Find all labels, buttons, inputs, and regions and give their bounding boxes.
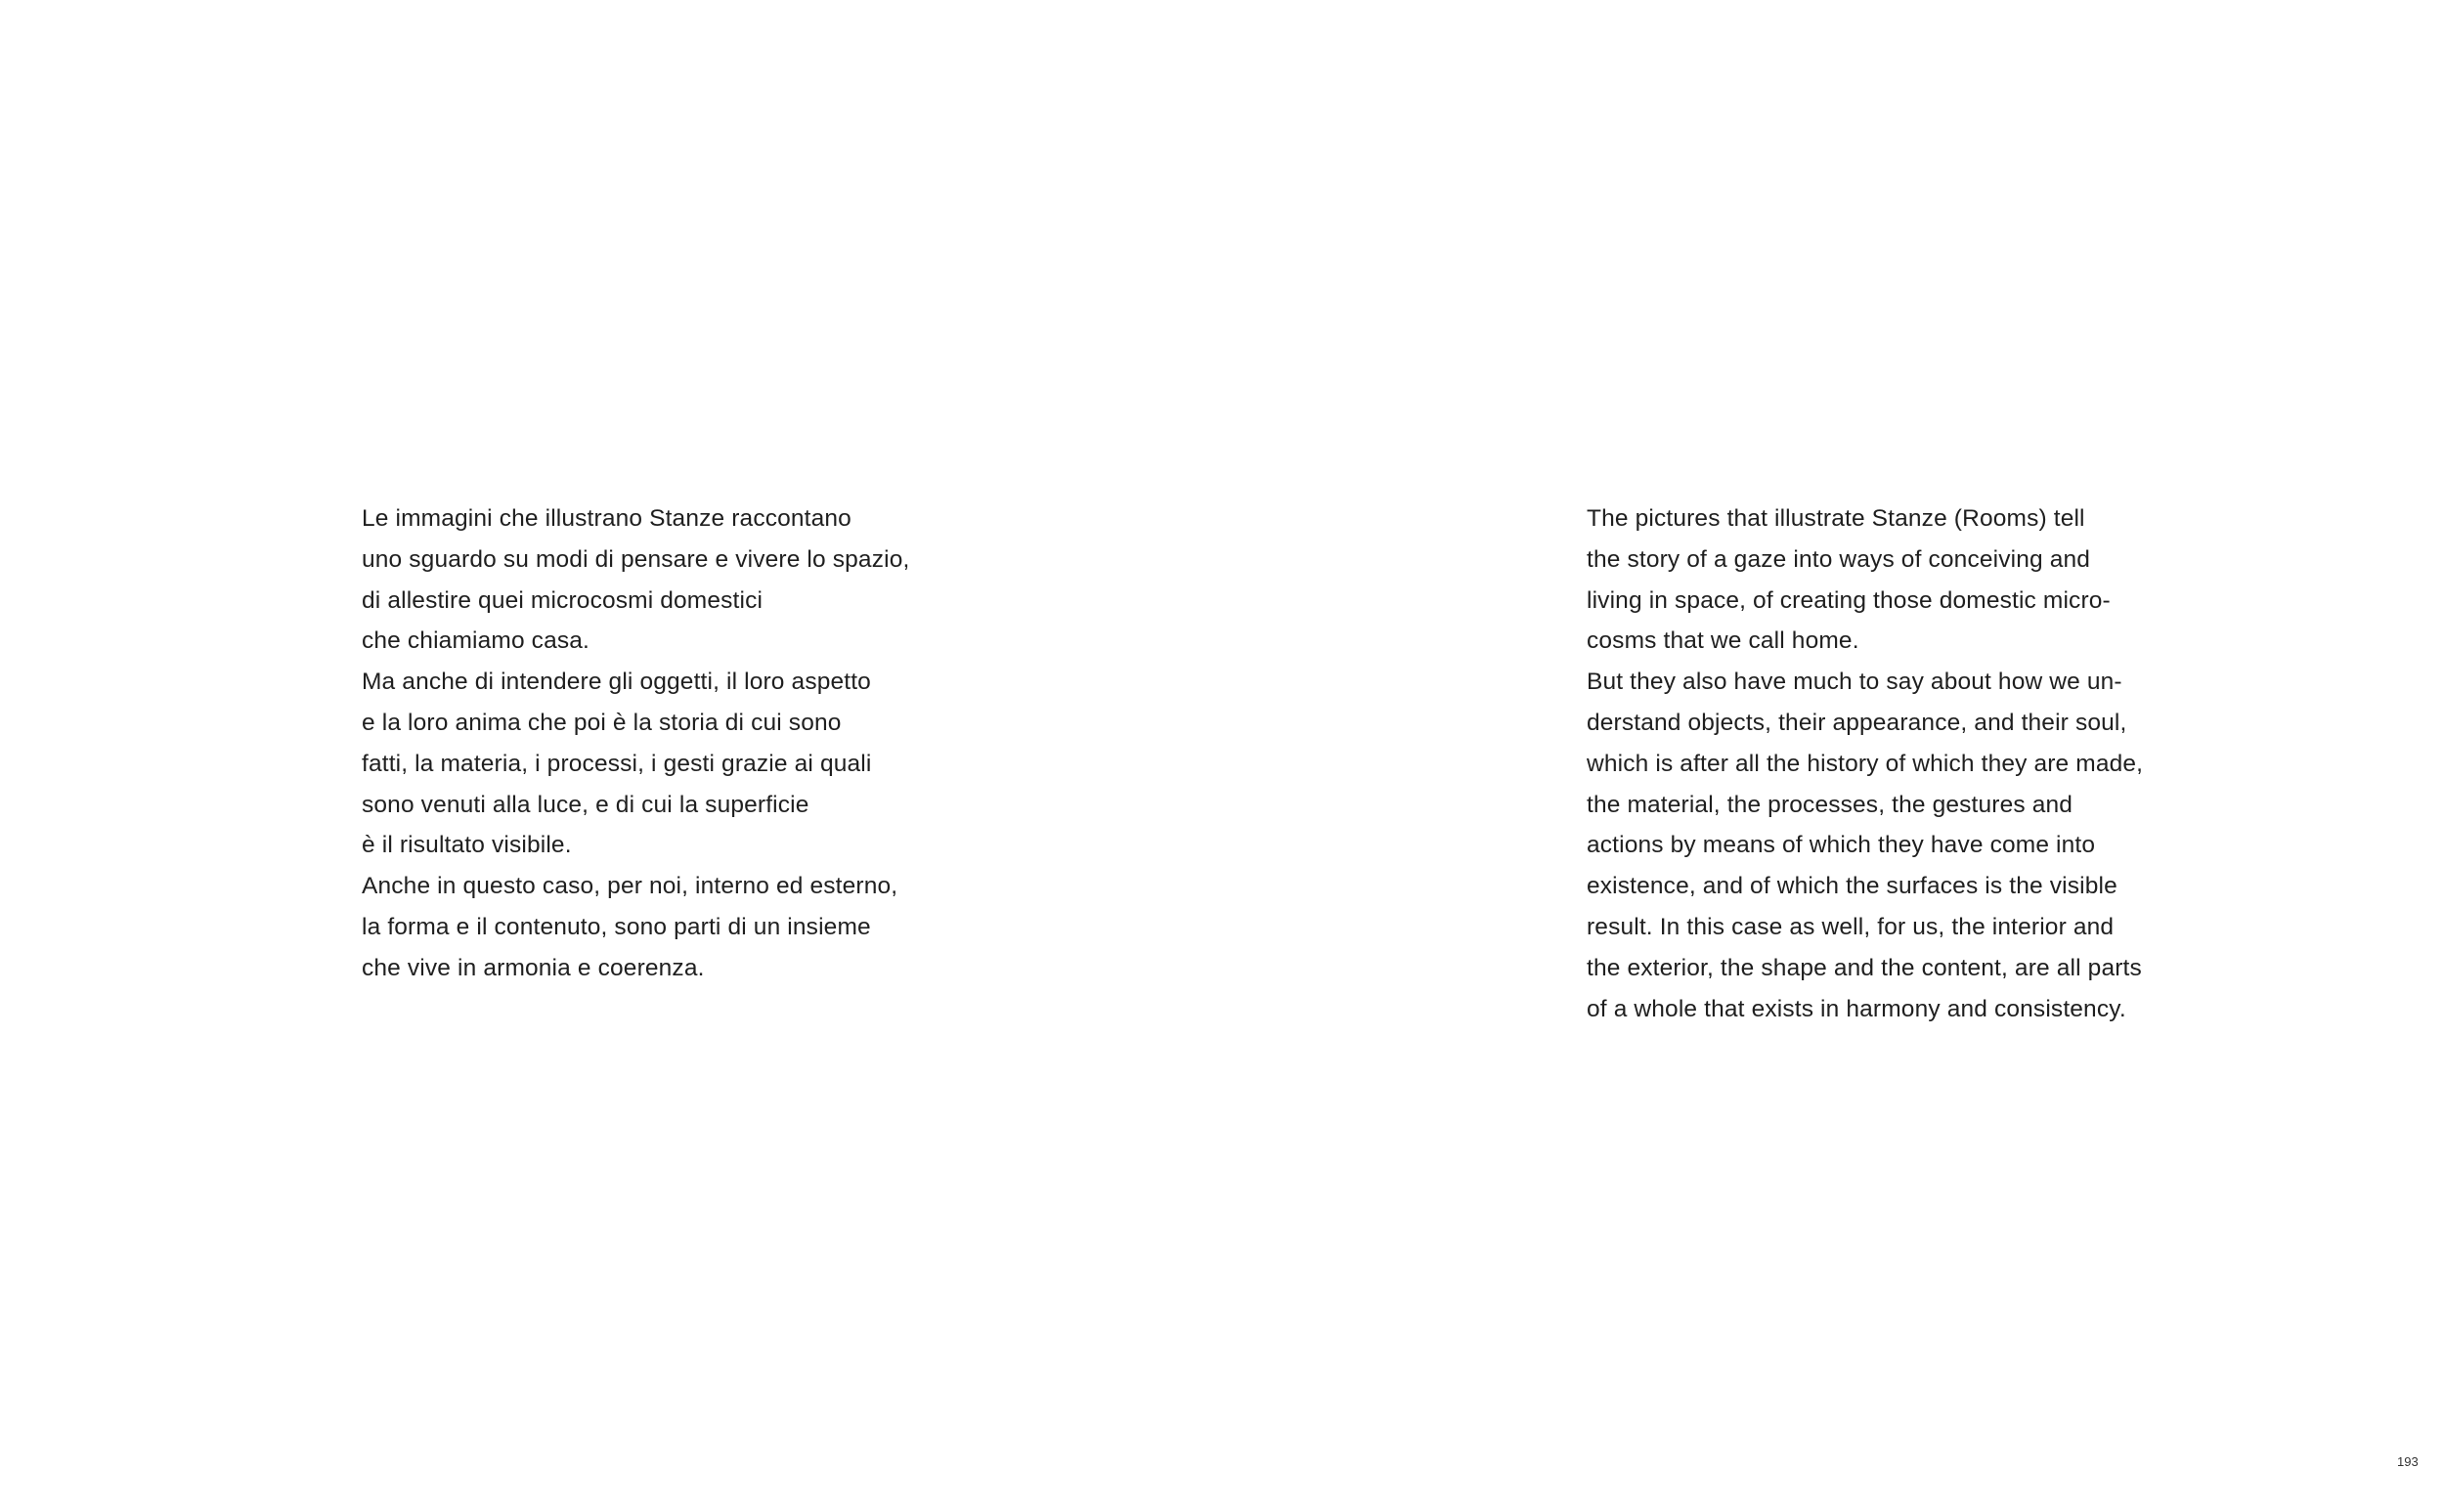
italian-text-line: uno sguardo su modi di pensare e vivere lo spazio, (362, 545, 910, 573)
italian-text-line: fatti, la materia, i processi, i gesti grazie ai quali (362, 750, 872, 777)
italian-text-line: e la loro anima che poi è la storia di cui sono (362, 709, 842, 736)
english-text-line: of a whole that exists in harmony and consistency. (1587, 995, 2126, 1022)
english-text-line: which is after all the history of which they are made, (1587, 750, 2144, 777)
italian-text-line: che vive in armonia e coerenza. (362, 954, 705, 981)
english-text-line: The pictures that illustrate Stanze (Rooms) tell (1587, 505, 2085, 532)
english-text-line: derstand objects, their appearance, and their soul, (1587, 709, 2127, 736)
italian-text-block (362, 498, 987, 989)
english-text-line: actions by means of which they have come into (1587, 832, 2096, 859)
page-number: 193 (2397, 1454, 2419, 1469)
italian-text-line: è il risultato visibile. (362, 832, 572, 859)
italian-text-line: Le immagini che illustrano Stanze raccontano (362, 505, 851, 532)
italian-text-line: Ma anche di intendere gli oggetti, il loro aspetto (362, 669, 871, 696)
english-text-line: result. In this case as well, for us, the interior and (1587, 913, 2115, 940)
english-text-line: the exterior, the shape and the content, are all parts (1587, 954, 2142, 981)
english-text-line: the story of a gaze into ways of conceiving and (1587, 545, 2091, 573)
italian-text-line: di allestire quei microcosmi domestici (362, 586, 764, 614)
english-text-line: cosms that we call home. (1587, 627, 1859, 655)
english-text-line: the material, the processes, the gestures and (1587, 791, 2073, 818)
english-text-line: living in space, of creating those domestic micro- (1587, 586, 2111, 614)
italian-text-line: Anche in questo caso, per noi, interno ed esterno, (362, 873, 898, 900)
english-text-line: existence, and of which the surfaces is the visible (1587, 873, 2117, 900)
english-text-block (1587, 498, 2212, 1029)
italian-text-line: sono venuti alla luce, e di cui la superficie (362, 791, 809, 818)
italian-text-line: che chiamiamo casa. (362, 627, 589, 655)
english-text-line: But they also have much to say about how we un- (1587, 669, 2122, 696)
italian-text-line: la forma e il contenuto, sono parti di un insieme (362, 913, 871, 940)
